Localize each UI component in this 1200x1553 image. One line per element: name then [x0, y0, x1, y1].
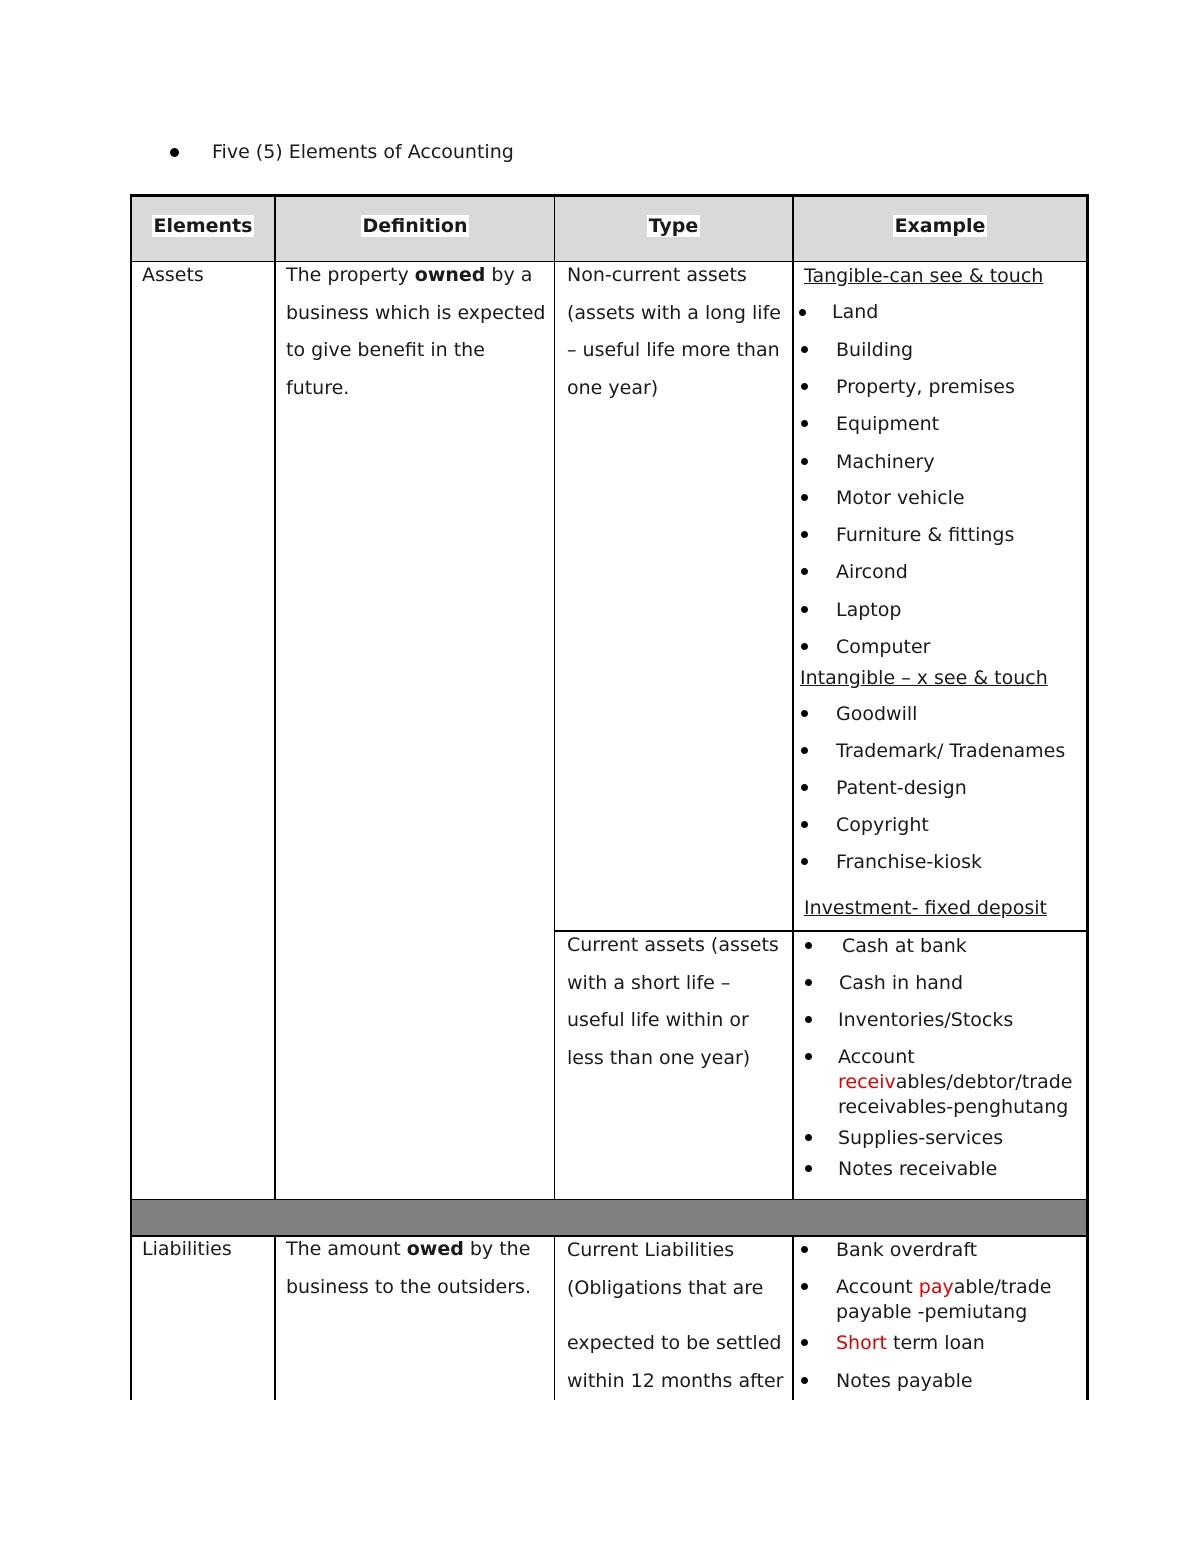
tangible-item: Equipment [836, 413, 940, 435]
liab-item: Notes payable [836, 1370, 973, 1392]
header-type: Type [648, 215, 699, 237]
liabilities-definition: The amount owed by the business to the outsiders. [286, 1238, 531, 1298]
liab-type-line: (Obligations that are [567, 1277, 764, 1299]
current-item: Inventories/Stocks [838, 1009, 1014, 1031]
header-example: Example [894, 215, 986, 237]
bullet-icon [801, 494, 808, 501]
liab-type-line: expected to be settled [567, 1332, 782, 1354]
tangible-item: Motor vehicle [836, 487, 965, 509]
tangible-item: Building [836, 339, 914, 361]
border-col1-liab [274, 1236, 276, 1400]
current-item: Notes receivable [838, 1158, 998, 1180]
current-item: Cash in hand [839, 972, 964, 994]
bullet-icon [801, 383, 808, 390]
intangible-item: Copyright [836, 814, 929, 836]
assets-definition: The property owned by a business which is expected to give benefit in the future. [286, 264, 546, 399]
tangible-item: Machinery [836, 451, 935, 473]
intangible-item: Trademark/ Tradenames [836, 740, 1066, 762]
header-elements: Elements [153, 215, 253, 237]
border-col2-liab [554, 1236, 555, 1400]
border-sep-top [130, 1199, 1088, 1200]
border-left [130, 194, 132, 1400]
bullet-icon [801, 458, 808, 465]
border-col1 [274, 194, 276, 1200]
bullet-icon [801, 784, 808, 791]
current-item: Supplies-services [838, 1127, 1004, 1149]
border-col3-liab [792, 1236, 794, 1400]
bullet-icon [801, 858, 808, 865]
liabilities-element: Liabilities [142, 1238, 232, 1260]
liab-item-loan: Short term loan [836, 1332, 985, 1354]
intangible-item: Patent-design [836, 777, 967, 799]
tangible-item: Aircond [836, 561, 908, 583]
bullet-icon [801, 821, 808, 828]
intangible-title: Intangible – x see & touch [800, 667, 1048, 689]
bullet-icon [801, 747, 808, 754]
bullet-icon [801, 1339, 808, 1346]
border-right [1086, 194, 1089, 1400]
bullet-icon [801, 1246, 808, 1253]
tangible-title: Tangible-can see & touch [804, 265, 1044, 287]
investment-title: Investment- fixed deposit [804, 897, 1047, 919]
tangible-item: Laptop [836, 599, 902, 621]
separator-row [132, 1200, 1086, 1235]
tangible-item: Furniture & fittings [836, 524, 1015, 546]
bullet-icon [805, 1053, 812, 1060]
bullet-icon [805, 1016, 812, 1023]
intangible-item: Franchise-kiosk [836, 851, 983, 873]
tangible-item: Property, premises [836, 376, 1015, 398]
noncurrent-type: Non-current assets (assets with a long life – useful life more than one year) [567, 264, 781, 399]
border-col2 [554, 194, 555, 1200]
bullet-icon [799, 309, 806, 316]
bullet-icon [801, 1283, 808, 1290]
assets-element: Assets [142, 264, 204, 286]
liab-type-line: Current Liabilities [567, 1239, 735, 1261]
bullet-icon [801, 710, 808, 717]
heading-text: Five (5) Elements of Accounting [212, 141, 514, 163]
bullet-icon [801, 531, 808, 538]
bullet-icon [801, 420, 808, 427]
bullet-icon [801, 346, 808, 353]
bullet-icon [801, 606, 808, 613]
bullet-icon [805, 942, 812, 949]
bullet-icon [805, 1165, 812, 1172]
liab-item-payable: Account payable/trade payable -pemiutang [836, 1276, 1052, 1323]
border-col3 [792, 194, 794, 1200]
intangible-item: Goodwill [836, 703, 918, 725]
bullet-icon [805, 979, 812, 986]
bullet-icon [801, 1377, 808, 1384]
liab-type-line: within 12 months after [567, 1370, 784, 1392]
liab-item: Bank overdraft [836, 1239, 978, 1261]
bullet-icon [170, 148, 179, 157]
header-definition: Definition [362, 215, 468, 237]
bullet-icon [801, 568, 808, 575]
bullet-icon [805, 1134, 812, 1141]
current-item: Cash at bank [842, 935, 967, 957]
current-type: Current assets (assets with a short life – useful life within or less than one year) [567, 934, 779, 1069]
bullet-icon [801, 643, 808, 650]
tangible-item: Computer [836, 636, 931, 658]
tangible-item: Land [832, 301, 879, 323]
current-item-receivables: Account receivables/debtor/trade receivables-penghutang [838, 1046, 1073, 1118]
heading [170, 141, 514, 163]
